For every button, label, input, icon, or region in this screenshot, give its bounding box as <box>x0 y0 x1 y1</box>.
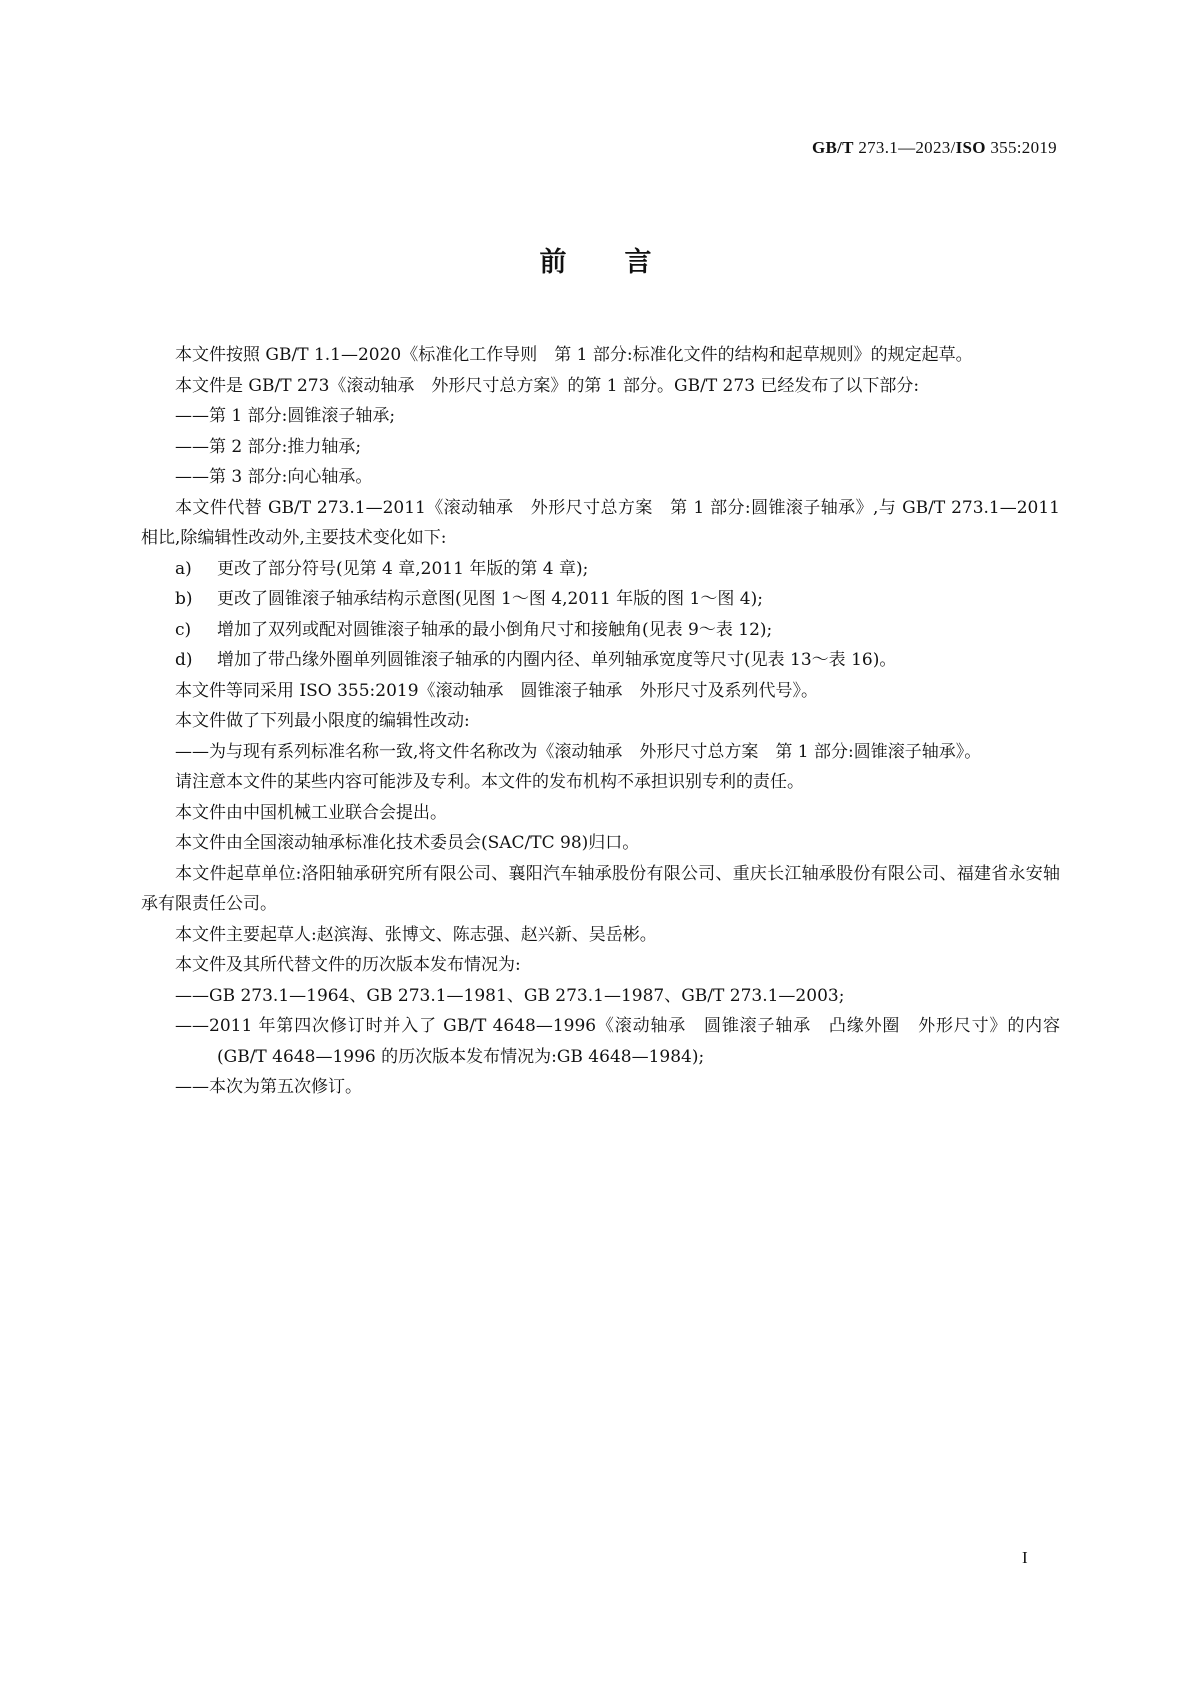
change-item <box>141 615 1060 646</box>
paragraph-proposer: 本文件由中国机械工业联合会提出。 <box>175 802 447 823</box>
change-item <box>141 645 1060 676</box>
paragraph-series-info: 本文件是 GB/T 273《滚动轴承 外形尺寸总方案》的第 1 部分。GB/T 273 已经发布了以下部分: <box>175 375 920 396</box>
list-item: ——为与现有系列标准名称一致,将文件名称改为《滚动轴承 外形尺寸总方案 第 1 部分:圆锥滚子轴承》。 <box>175 741 982 762</box>
list-item: ——GB 273.1—1964、GB 273.1—1981、GB 273.1—1987、GB/T 273.1—2003; <box>175 985 845 1006</box>
paragraph-drafting-units: 本文件起草单位:洛阳轴承研究所有限公司、襄阳汽车轴承股份有限公司、重庆长江轴承股份有限公司、福建省永安轴承有限责任公司。 <box>141 863 1060 914</box>
change-item <box>141 584 1060 615</box>
change-marker: a) <box>175 558 192 579</box>
foreword-body <box>141 340 1060 1103</box>
paragraph-replacement: 本文件代替 GB/T 273.1—2011《滚动轴承 外形尺寸总方案 第 1 部分:圆锥滚子轴承》,与 GB/T 273.1—2011 相比,除编辑性改动外,主要技术变化如下: <box>141 497 1060 548</box>
iso-number: 355:2019 <box>985 138 1057 157</box>
page-number: I <box>1022 1548 1028 1567</box>
change-text: 更改了部分符号(见第 4 章,2011 年版的第 4 章); <box>217 558 589 579</box>
iso-prefix: ISO <box>955 138 986 157</box>
change-text: 增加了双列或配对圆锥滚子轴承的最小倒角尺寸和接触角(见表 9～表 12); <box>217 619 773 640</box>
std-prefix: GB/T <box>811 138 854 157</box>
paragraph-drafters: 本文件主要起草人:赵滨海、张博文、陈志强、赵兴新、吴岳彬。 <box>175 924 657 945</box>
paragraph-editorial-changes: 本文件做了下列最小限度的编辑性改动: <box>175 711 470 731</box>
change-marker: b) <box>175 589 193 609</box>
document-standard-number <box>812 138 1057 158</box>
std-number: 273.1—2023/ <box>853 138 956 157</box>
change-marker: d) <box>175 650 193 670</box>
list-item: ——第 2 部分:推力轴承; <box>175 436 362 457</box>
change-item <box>141 554 1060 585</box>
page-title: 前言 <box>539 247 710 278</box>
change-text: 更改了圆锥滚子轴承结构示意图(见图 1～图 4,2011 年版的图 1～图 4); <box>217 589 763 609</box>
change-text: 增加了带凸缘外圈单列圆锥滚子轴承的内圈内径、单列轴承宽度等尺寸(见表 13～表 16)。 <box>217 650 897 670</box>
paragraph-iso-adoption: 本文件等同采用 ISO 355:2019《滚动轴承 圆锥滚子轴承 外形尺寸及系列代号》。 <box>175 680 819 701</box>
list-item: ——2011 年第四次修订时并入了 GB/T 4648—1996《滚动轴承 圆锥滚子轴承 凸缘外圈 外形尺寸》的内容(GB/T 4648—1996 的历次版本发布情况为:GB 4648—1984); <box>175 1016 1060 1067</box>
list-item: ——第 3 部分:向心轴承。 <box>175 467 373 487</box>
list-item: ——本次为第五次修订。 <box>175 1077 362 1097</box>
list-item: ——第 1 部分:圆锥滚子轴承; <box>175 406 396 426</box>
paragraph-drafting-rule: 本文件按照 GB/T 1.1—2020《标准化工作导则 第 1 部分:标准化文件的结构和起草规则》的规定起草。 <box>175 345 973 365</box>
paragraph-patent-notice: 请注意本文件的某些内容可能涉及专利。本文件的发布机构不承担识别专利的责任。 <box>175 772 804 792</box>
paragraph-committee: 本文件由全国滚动轴承标准化技术委员会(SAC/TC 98)归口。 <box>175 833 640 853</box>
paragraph-history: 本文件及其所代替文件的历次版本发布情况为: <box>175 955 521 975</box>
change-marker: c) <box>175 619 192 640</box>
